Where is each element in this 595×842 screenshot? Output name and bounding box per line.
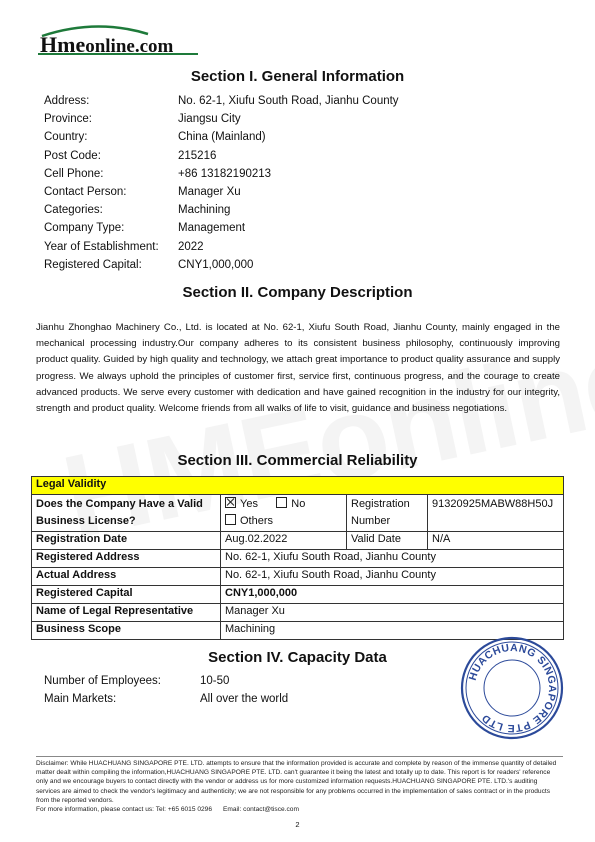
employees-label: Number of Employees:: [44, 675, 161, 687]
info-value: China (Mainland): [178, 131, 266, 144]
section2-title: Section II. Company Description: [182, 284, 413, 301]
info-label: Year of Establishment:: [44, 240, 159, 253]
info-value: No. 62-1, Xiufu South Road, Jianhu County: [178, 95, 399, 107]
valid-date-label: Valid Date: [347, 532, 428, 550]
reg-address-label: Registered Address: [32, 550, 221, 568]
section1-title: Section I. General Information: [190, 68, 405, 85]
info-label: Country:: [44, 131, 88, 144]
company-seal-stamp: [460, 636, 564, 740]
table-row: [32, 586, 564, 604]
table-row: [32, 604, 564, 622]
checkbox-no-icon[interactable]: [276, 497, 287, 508]
contact-text: For more information, please contact us: Tel: +65 6015 0296 Email: contact@tisce.com: [36, 806, 299, 814]
legal-rep-value: Manager Xu: [221, 604, 564, 622]
checkbox-yes-icon[interactable]: [225, 497, 236, 508]
company-description: Jianhu Zhonghao Machinery Co., Ltd. is located at No. 62-1, Xiufu South Road, Jianhu County, mainly engaged in the mechanical processing industry.Our company adheres to its consistent business philosophy, continuously improving product quality. Guided by high quality and technology, we attach great importance to product quality assurance and supply progress. We always uphold the principles of customer first, service first, continuous progress, and the courage to create advanced products. We serve every customer with dedication and have gained recognition in the industry for our integrity, strength and product quality. Welcome friends from all walks of life to visit, guidance and business negotiations.: [36, 322, 560, 415]
info-label: Cell Phone:: [44, 167, 104, 180]
info-label: Registered Capital:: [44, 258, 142, 271]
table-row: [32, 568, 564, 586]
info-value: Machining: [178, 204, 231, 217]
license-question: Does the Company Have a Valid Business License?: [32, 495, 221, 532]
info-value: 2022: [178, 240, 204, 253]
info-value: 215216: [178, 149, 217, 162]
logo-text-main: Hme: [40, 32, 86, 57]
info-value: +86 13182190213: [178, 167, 272, 180]
info-label: Contact Person:: [44, 186, 127, 198]
markets-label: Main Markets:: [44, 693, 117, 705]
logo-text-rest: online.com: [85, 36, 174, 57]
reg-address-value: No. 62-1, Xiufu South Road, Jianhu County: [221, 550, 564, 568]
reg-date-value: Aug.02.2022: [221, 532, 347, 550]
info-label: Post Code:: [44, 149, 101, 162]
checkbox-others-icon[interactable]: [225, 514, 236, 525]
actual-address-label: Actual Address: [32, 568, 221, 586]
table-row: [32, 532, 564, 550]
legal-validity-header: Legal Validity: [32, 477, 564, 495]
valid-date-value: N/A: [428, 532, 564, 550]
markets-value: All over the world: [200, 693, 289, 705]
scope-value: Machining: [221, 622, 564, 640]
employees-value: 10-50: [200, 675, 230, 687]
commercial-reliability-table: [31, 476, 564, 640]
footer-divider: [36, 756, 563, 757]
info-value: Manager Xu: [178, 186, 241, 198]
reg-date-label: Registration Date: [32, 532, 221, 550]
table-header-row: [32, 477, 564, 495]
reg-capital-value: CNY1,000,000: [221, 586, 564, 604]
license-options: [221, 495, 347, 532]
hmeonline-logo[interactable]: [36, 24, 216, 58]
info-value: Jiangsu City: [178, 113, 241, 126]
actual-address-value: No. 62-1, Xiufu South Road, Jianhu County: [221, 568, 564, 586]
reg-number-value: 91320925MABW88H50J: [428, 495, 564, 532]
info-label: Company Type:: [44, 222, 125, 235]
reg-capital-label: Registered Capital: [32, 586, 221, 604]
footer-disclaimer: [36, 759, 563, 814]
disclaimer-text: Disclaimer: While HUACHUANG SINGAPORE PTE. LTD. attempts to ensure that the information provided is accurate and complete by reason of the immense quantity of detailed matter dealt within compiling the information,HUACHUANG SINGAPORE PTE. LTD. can't guarantee it being the latest and totally up to date. This report is for readers' reference only and we encourage buyers to contact directly with the vendor or address us for more customized information requests.HUACHUANG SINGAPORE PTE. LTD.'s auditing services are aimed to check the vendor's legitimacy and authenticity; we are not responsible for any problems occurred in the implementation of sales contract or in the products from the reported vendors.: [36, 760, 557, 804]
page-number: 2: [295, 820, 300, 829]
option-no-label: No: [291, 498, 306, 510]
info-label: Province:: [44, 113, 92, 126]
section3-title: Section III. Commercial Reliability: [177, 452, 418, 469]
section4-title: Section IV. Capacity Data: [208, 649, 387, 666]
table-row: [32, 550, 564, 568]
table-row: [32, 495, 564, 532]
reg-number-label: Registration Number: [347, 495, 428, 532]
info-value: CNY1,000,000: [178, 258, 254, 271]
info-label: Address:: [44, 95, 90, 107]
info-value: Management: [178, 222, 246, 235]
seal-text: HUACHUANG SINGAPORE PTE LTD: [466, 641, 559, 735]
legal-rep-label: Name of Legal Representative: [32, 604, 221, 622]
scope-label: Business Scope: [32, 622, 221, 640]
option-yes-label: Yes: [240, 498, 258, 510]
info-label: Categories:: [44, 204, 103, 217]
option-others-label: Others: [240, 515, 274, 527]
